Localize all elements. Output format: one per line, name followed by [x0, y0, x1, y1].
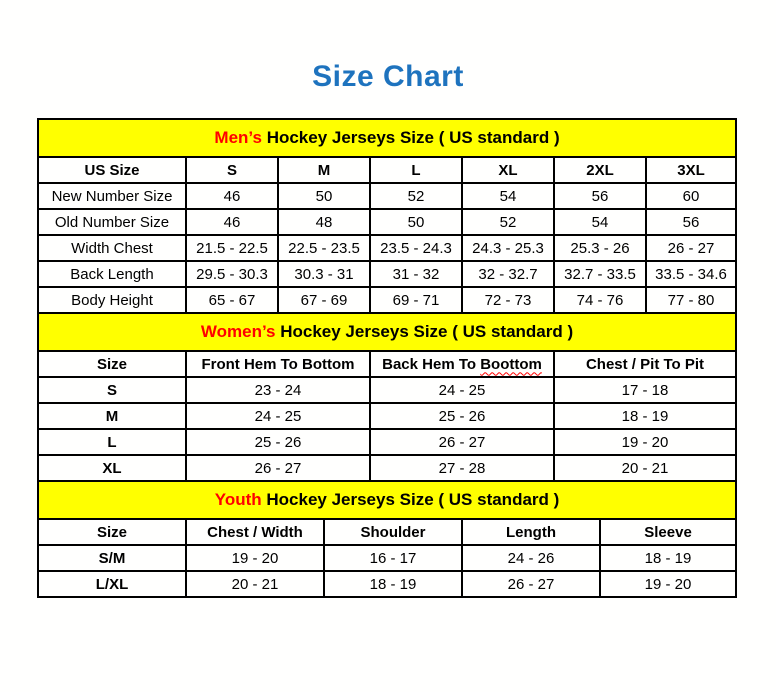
womens-header-rest: Hockey Jerseys Size ( US standard ) [275, 322, 574, 341]
womens-column-header-row [38, 351, 736, 377]
mens-col-3xl: 3XL [646, 157, 736, 183]
table-row [38, 183, 736, 209]
row-label: Back Length [38, 261, 186, 287]
cell: 29.5 - 30.3 [186, 261, 278, 287]
cell: 67 - 69 [278, 287, 370, 313]
cell: 21.5 - 22.5 [186, 235, 278, 261]
cell: 17 - 18 [554, 377, 736, 403]
cell: 19 - 20 [186, 545, 324, 571]
cell: 56 [554, 183, 646, 209]
cell: 32.7 - 33.5 [554, 261, 646, 287]
cell: 26 - 27 [186, 455, 370, 481]
youth-section-header [38, 481, 736, 519]
cell: 22.5 - 23.5 [278, 235, 370, 261]
youth-section-header-row [38, 481, 736, 519]
mens-col-l: L [370, 157, 462, 183]
cell: 26 - 27 [370, 429, 554, 455]
table-row [38, 455, 736, 481]
youth-col-shoulder: Shoulder [324, 519, 462, 545]
row-label: Width Chest [38, 235, 186, 261]
youth-highlight-label: Youth [214, 490, 262, 509]
cell: 20 - 21 [554, 455, 736, 481]
table-row [38, 209, 736, 235]
row-label: Old Number Size [38, 209, 186, 235]
mens-header-rest: Hockey Jerseys Size ( US standard ) [261, 128, 560, 147]
table-row [38, 571, 736, 597]
mens-section-header [38, 119, 736, 157]
mens-col-us-size: US Size [38, 157, 186, 183]
cell: 26 - 27 [646, 235, 736, 261]
table-row [38, 403, 736, 429]
table-row [38, 235, 736, 261]
cell: 23 - 24 [186, 377, 370, 403]
cell: 18 - 19 [600, 545, 736, 571]
youth-col-size: Size [38, 519, 186, 545]
row-label: M [38, 403, 186, 429]
cell: 26 - 27 [462, 571, 600, 597]
cell: 27 - 28 [370, 455, 554, 481]
cell: 74 - 76 [554, 287, 646, 313]
cell: 16 - 17 [324, 545, 462, 571]
cell: 24 - 26 [462, 545, 600, 571]
cell: 30.3 - 31 [278, 261, 370, 287]
mens-section-header-row [38, 119, 736, 157]
cell: 60 [646, 183, 736, 209]
cell: 48 [278, 209, 370, 235]
womens-highlight-label: Women’s [200, 322, 276, 341]
row-label: XL [38, 455, 186, 481]
cell: 77 - 80 [646, 287, 736, 313]
youth-col-sleeve: Sleeve [600, 519, 736, 545]
womens-col-size: Size [38, 351, 186, 377]
womens-section-header [38, 313, 736, 351]
cell: 25 - 26 [370, 403, 554, 429]
mens-col-xl: XL [462, 157, 554, 183]
cell: 31 - 32 [370, 261, 462, 287]
mens-col-s: S [186, 157, 278, 183]
mens-col-m: M [278, 157, 370, 183]
cell: 25.3 - 26 [554, 235, 646, 261]
youth-col-chest-width: Chest / Width [186, 519, 324, 545]
youth-size-table [37, 480, 737, 598]
youth-col-length: Length [462, 519, 600, 545]
womens-col-back-hem [370, 351, 554, 377]
cell: 56 [646, 209, 736, 235]
cell: 52 [370, 183, 462, 209]
table-row [38, 287, 736, 313]
cell: 33.5 - 34.6 [646, 261, 736, 287]
back-hem-misspelled-word: Boottom [480, 355, 542, 373]
youth-header-rest: Hockey Jerseys Size ( US standard ) [261, 490, 560, 509]
cell: 19 - 20 [554, 429, 736, 455]
cell: 72 - 73 [462, 287, 554, 313]
womens-col-front-hem: Front Hem To Bottom [186, 351, 370, 377]
cell: 18 - 19 [554, 403, 736, 429]
row-label: S [38, 377, 186, 403]
page-title: Size Chart [312, 60, 464, 93]
cell: 24.3 - 25.3 [462, 235, 554, 261]
mens-size-table [37, 118, 737, 314]
cell: 24 - 25 [370, 377, 554, 403]
cell: 32 - 32.7 [462, 261, 554, 287]
cell: 20 - 21 [186, 571, 324, 597]
row-label: L/XL [38, 571, 186, 597]
table-row [38, 377, 736, 403]
row-label: Body Height [38, 287, 186, 313]
womens-col-chest: Chest / Pit To Pit [554, 351, 736, 377]
mens-column-header-row [38, 157, 736, 183]
cell: 46 [186, 183, 278, 209]
table-row [38, 261, 736, 287]
mens-col-2xl: 2XL [554, 157, 646, 183]
cell: 24 - 25 [186, 403, 370, 429]
cell: 69 - 71 [370, 287, 462, 313]
cell: 46 [186, 209, 278, 235]
youth-column-header-row [38, 519, 736, 545]
womens-section-header-row [38, 313, 736, 351]
cell: 54 [462, 183, 554, 209]
womens-size-table [37, 312, 737, 482]
cell: 23.5 - 24.3 [370, 235, 462, 261]
cell: 54 [554, 209, 646, 235]
back-hem-prefix: Back Hem To [382, 355, 481, 373]
cell: 50 [278, 183, 370, 209]
mens-highlight-label: Men’s [214, 128, 262, 147]
row-label: New Number Size [38, 183, 186, 209]
table-row [38, 545, 736, 571]
cell: 25 - 26 [186, 429, 370, 455]
cell: 19 - 20 [600, 571, 736, 597]
cell: 52 [462, 209, 554, 235]
size-chart [37, 118, 735, 598]
row-label: L [38, 429, 186, 455]
row-label: S/M [38, 545, 186, 571]
cell: 18 - 19 [324, 571, 462, 597]
cell: 65 - 67 [186, 287, 278, 313]
cell: 50 [370, 209, 462, 235]
table-row [38, 429, 736, 455]
